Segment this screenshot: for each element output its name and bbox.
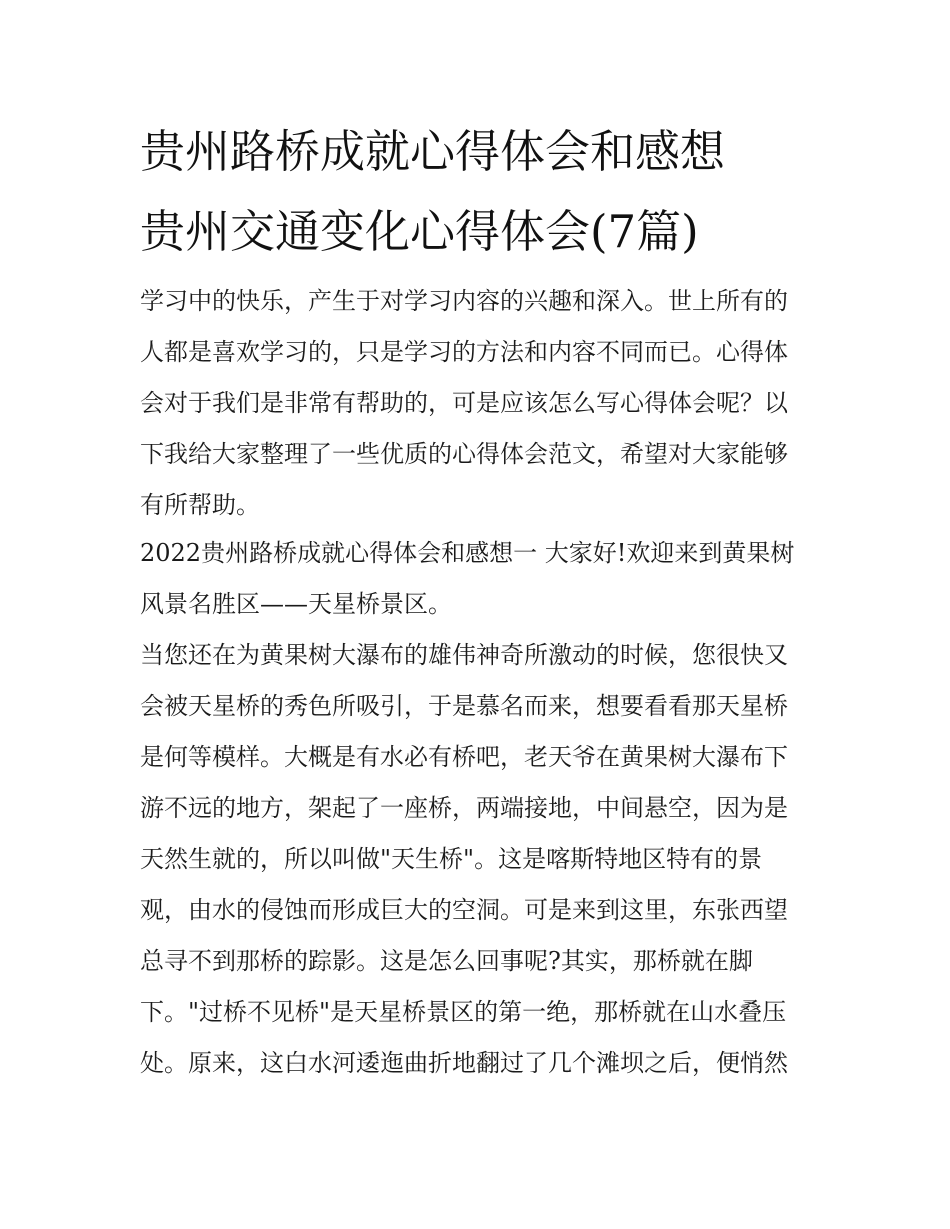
title-line-2: 贵州交通变化心得体会(7篇) [140, 205, 699, 258]
intro-line: 人都是喜欢学习的，只是学习的方法和内容不同而已。心得体 [140, 338, 788, 366]
body-line: 总寻不到那桥的踪影。这是怎么回事呢?其实，那桥就在脚 [140, 947, 753, 975]
section-line: 风景名胜区——天星桥景区。 [140, 590, 452, 618]
title-line-1: 贵州路桥成就心得体会和感想 [140, 125, 726, 178]
intro-paragraph [140, 276, 820, 531]
intro-line: 有所帮助。 [140, 491, 260, 519]
body-line: 天然生就的，所以叫做"天生桥"。这是喀斯特地区特有的景 [140, 845, 763, 873]
body-line: 是何等模样。大概是有水必有桥吧，老天爷在黄果树大瀑布下 [140, 743, 788, 771]
document-title [140, 112, 820, 272]
body-line: 处。原来，这白水河逶迤曲折地翻过了几个滩坝之后，便悄然 [140, 1049, 788, 1077]
section-line: 2022贵州路桥成就心得体会和感想一 大家好!欢迎来到黄果树 [140, 539, 795, 567]
intro-line: 学习中的快乐，产生于对学习内容的兴趣和深入。世上所有的 [140, 287, 788, 315]
body-line: 游不远的地方，架起了一座桥，两端接地，中间悬空，因为是 [140, 794, 788, 822]
body-line: 当您还在为黄果树大瀑布的雄伟神奇所激动的时候，您很快又 [140, 641, 788, 669]
body-paragraph [140, 630, 820, 1089]
body-line: 观，由水的侵蚀而形成巨大的空洞。可是来到这里，东张西望 [140, 896, 788, 924]
body-line: 会被天星桥的秀色所吸引，于是慕名而来，想要看看那天星桥 [140, 692, 788, 720]
intro-line: 下我给大家整理了一些优质的心得体会范文，希望对大家能够 [140, 440, 788, 468]
intro-line: 会对于我们是非常有帮助的，可是应该怎么写心得体会呢？以 [140, 389, 788, 417]
section-heading-paragraph [140, 528, 820, 630]
body-line: 下。"过桥不见桥"是天星桥景区的第一绝，那桥就在山水叠压 [140, 998, 787, 1026]
